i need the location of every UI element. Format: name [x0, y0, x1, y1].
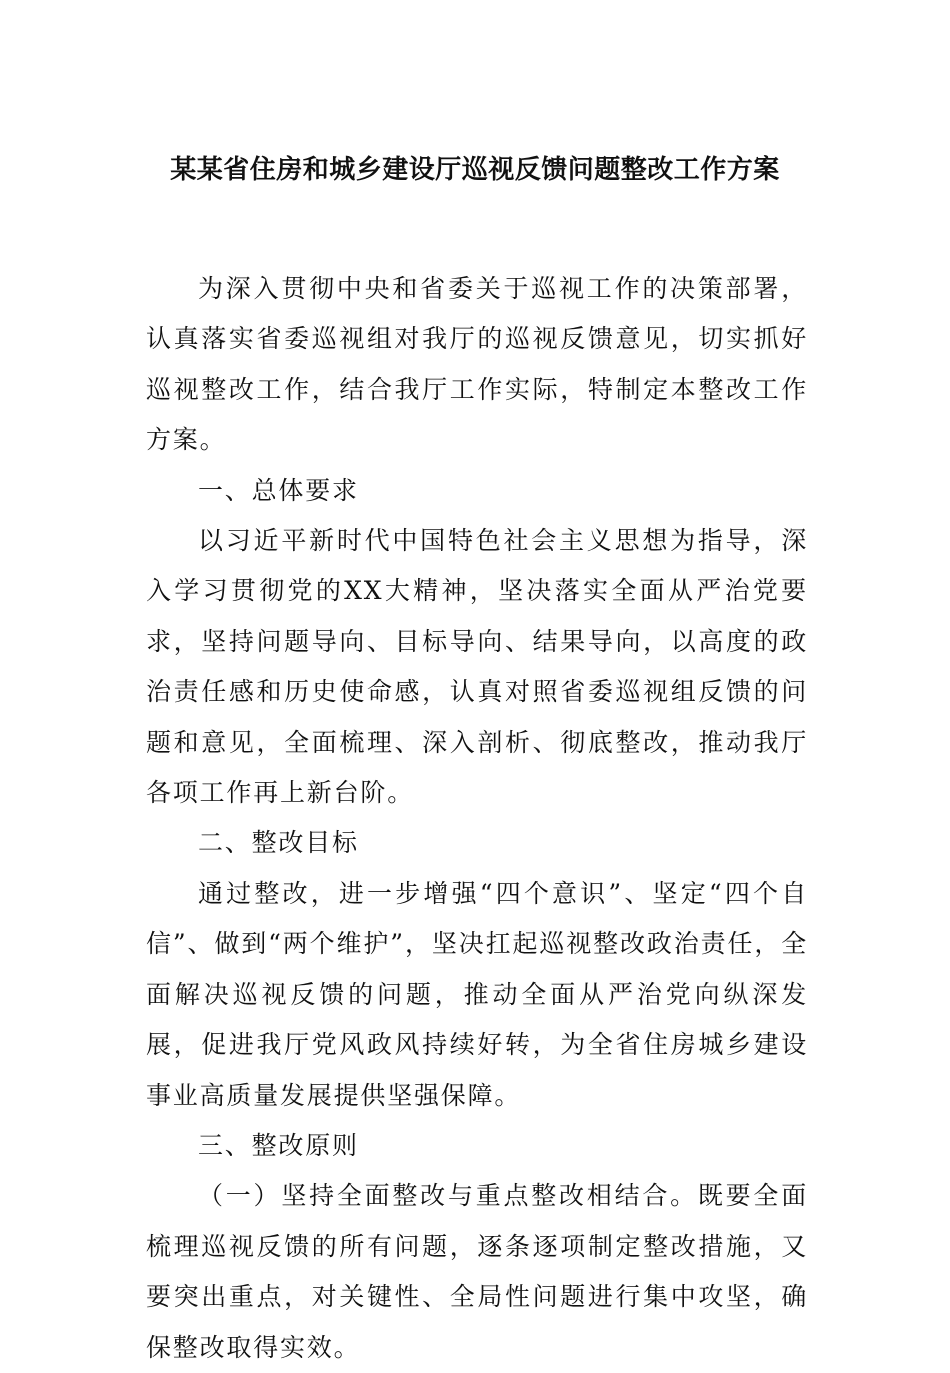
section-heading-rectification-goals: 二、整改目标 — [198, 828, 359, 858]
document-body — [146, 264, 808, 1373]
section-heading-rectification-principles: 三、整改原则 — [198, 1130, 359, 1160]
document-title: 某某省住房和城乡建设厅巡视反馈问题整改工作方案 — [170, 155, 780, 185]
paragraph-rectification-goals: 通过整改，进一步增强“四个意识”、坚定“四个自信”、做到“两个维护”，坚决扛起巡视整改政治责任，全面解决巡视反馈的问题，推动全面从严治党向纵深发展，促进我厅党风政风持续好转，为全省住房城乡建设事业高质量发展提供坚强保障。 — [146, 878, 808, 1110]
paragraph-overall-requirements: 以习近平新时代中国特色社会主义思想为指导，深入学习贯彻党的XX大精神，坚决落实全面从严治党要求，坚持问题导向、目标导向、结果导向，以高度的政治责任感和历史使命感，认真对照省委巡视组反馈的问题和意见，全面梳理、深入剖析、彻底整改，推动我厅各项工作再上新台阶。 — [146, 526, 808, 808]
paragraph-intro: 为深入贯彻中央和省委关于巡视工作的决策部署，认真落实省委巡视组对我厅的巡视反馈意见，切实抓好巡视整改工作，结合我厅工作实际，特制定本整改工作方案。 — [146, 274, 808, 455]
paragraph-principle-one: （一）坚持全面整改与重点整改相结合。既要全面梳理巡视反馈的所有问题，逐条逐项制定整改措施，又要突出重点，对关键性、全局性问题进行集中攻坚，确保整改取得实效。 — [146, 1181, 808, 1362]
section-heading-overall-requirements: 一、总体要求 — [198, 475, 359, 505]
